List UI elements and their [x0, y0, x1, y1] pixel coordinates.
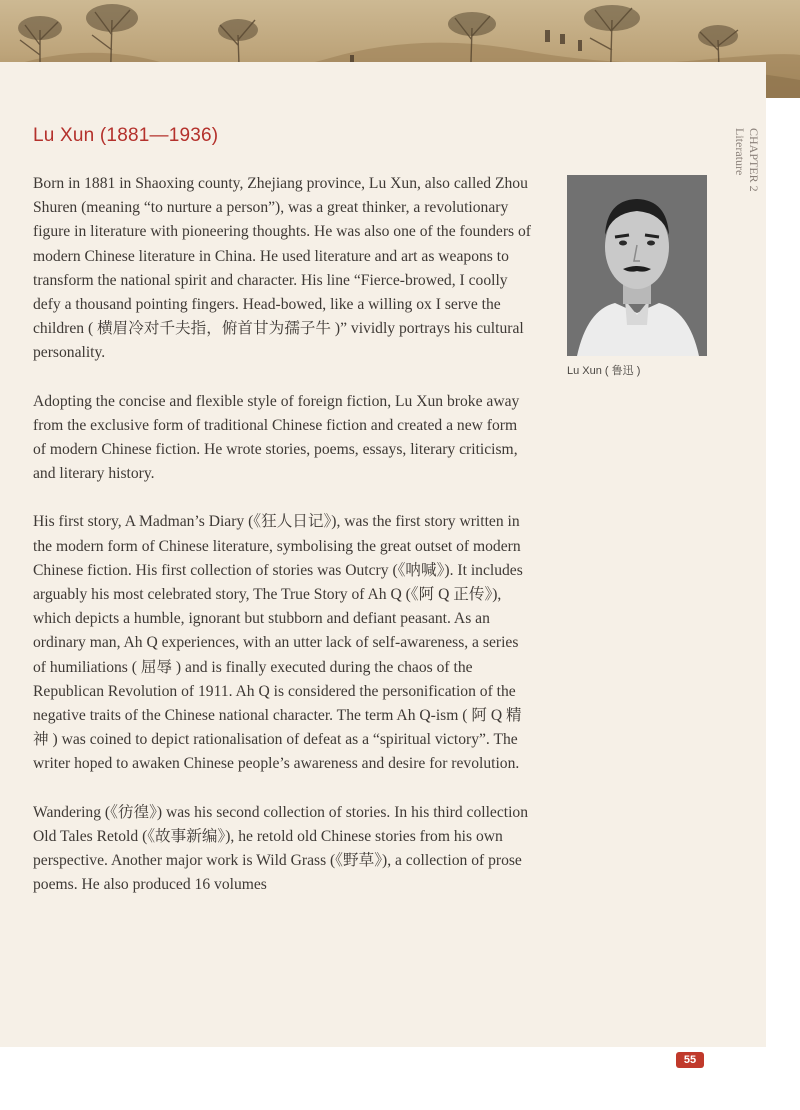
- chapter-side-tab: [731, 128, 761, 218]
- paragraph-1: Born in 1881 in Shaoxing county, Zhejiang province, Lu Xun, also called Zhou Shuren (meaning “to nurture a person”), was a great thinker, a revolutionary figure in literature with pioneering thoughts. He was also one of the founders of modern Chinese literature in China. He used literature and art as weapons to transform the national spirit and character. His line “Fierce-browed, I coolly defy a thousand pointing fingers. Head-bowed, like a willing ox I serve the children ( 横眉冷对千夫指，俯首甘为孺子牛 )” vividly portrays his cultural personality.: [33, 175, 532, 362]
- portrait-photo-icon: [567, 175, 707, 356]
- photo-caption: Lu Xun ( 鲁迅 ): [567, 365, 641, 377]
- section-label: Literature: [733, 128, 747, 176]
- paragraph-2: Adopting the concise and flexible style of foreign fiction, Lu Xun broke away from the exclusive form of traditional Chinese fiction and created a new form of modern Chinese fiction. He wrote stories, poems, essays, literary criticism, and literary history.: [33, 392, 520, 483]
- paragraph-3: His first story, A Madman’s Diary (《狂人日记》), was the first story written in the modern form of Chinese literature, symbolising the great outset of modern Chinese fiction. His first collection of stories was Outcry (《呐喊》). It includes arguably his most celebrated story, The True Story of Ah Q (《阿 Q 正传》), which depicts a humble, ignorant but stubborn and defiant peasant. As an ordinary man, Ah Q experiences, with an utter lack of self-awareness, a series of humiliations ( 屈辱 ) and is finally executed during the chaos of the Republican Revolution of 1911. Ah Q is considered the personification of the negative traits of the Chinese national character. The term Ah Q-ism ( 阿 Q 精神 ) was coined to depict rationalisation of defeat as a “spiritual victory”. The writer hoped to awaken Chinese people’s awareness and desire for revolution.: [33, 513, 523, 773]
- chapter-label: CHAPTER 2: [747, 128, 761, 192]
- section-title: Lu Xun (1881—1936): [33, 125, 219, 146]
- article-body: [33, 172, 533, 921]
- page-number: 55: [676, 1052, 704, 1068]
- paragraph-4: Wandering (《彷徨》) was his second collection of stories. In his third collection Old Tales Retold (《故事新编》), he retold old Chinese stories from his own perspective. Another major work is Wild Grass (《野草》), a collection of prose poems. He also produced 16 volumes: [33, 803, 529, 894]
- lu-xun-portrait: [567, 175, 707, 356]
- page-edge: [766, 98, 800, 1038]
